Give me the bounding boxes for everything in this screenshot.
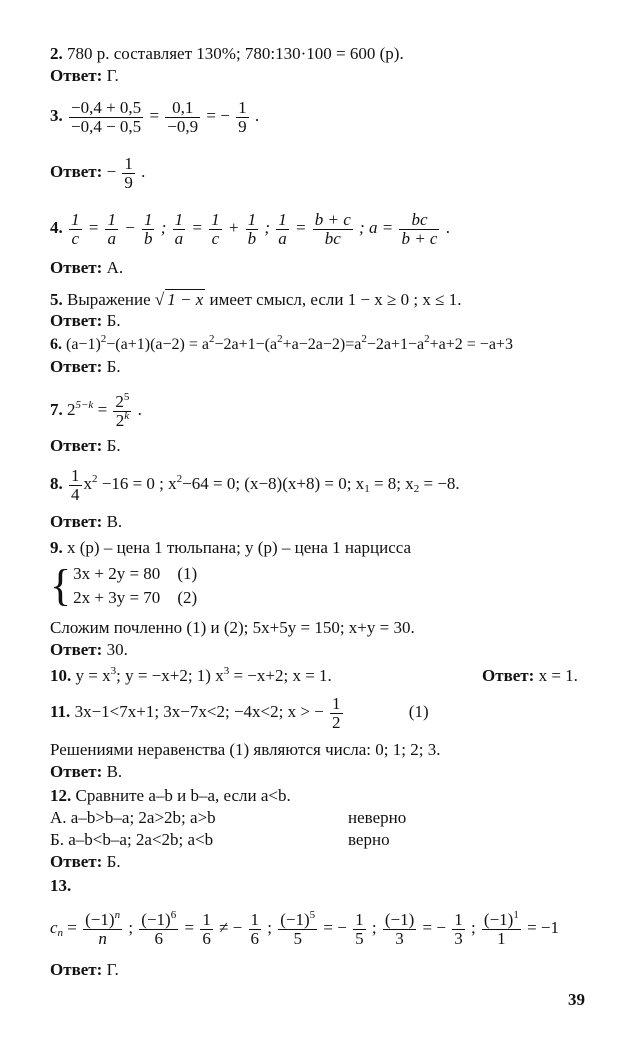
- problem-11-number: 11.: [50, 702, 71, 721]
- problem-7-number: 7.: [50, 400, 63, 419]
- option-a-verdict: неверно: [348, 808, 407, 827]
- equation-system: { 3x + 2y = 80 (1) 2x + 3y = 70 (2): [50, 561, 198, 610]
- answer-label: Ответ:: [482, 666, 535, 685]
- fraction: $\frac{0,1}{-0,9}$: [167, 97, 199, 136]
- answer-value: Г.: [106, 66, 119, 85]
- problem-10-number: 10.: [50, 666, 72, 685]
- page-number: 39: [568, 990, 585, 1009]
- problem-11-solutions: Решениями неравенства (1) являются числа: 0; 1; 2; 3.: [50, 740, 441, 759]
- problem-11-answer: Ответ: В.: [50, 762, 123, 781]
- problem-9-sum: Сложим почленно (1) и (2); 5x+5y = 150; x+y = 30.: [50, 618, 415, 637]
- brace-icon: {: [50, 561, 72, 610]
- problem-2-answer: [50, 66, 119, 86]
- problem-6-number: 6.: [50, 336, 62, 353]
- problem-8: 8. $\frac{1}{4}$ $x^2 -16 = 0$ ; $x^2-64 = 0$; (x−8)(x+8) = 0; $x_1 = 8$; $x_2 = -8$.: [50, 465, 460, 504]
- fraction: $\frac{2^5}{2^k}$: [115, 390, 130, 430]
- problem-6-answer: Ответ: Б.: [50, 357, 121, 376]
- problem-8-answer: Ответ: В.: [50, 512, 123, 531]
- problem-13: [50, 876, 71, 896]
- fraction: $\frac{1}{9}$: [238, 97, 247, 136]
- answer-label: Ответ:: [50, 162, 103, 181]
- problem-4-number: 4.: [50, 218, 63, 237]
- problem-3: 3. $\frac{-0,4 + 0,5}{-0,4 - 0,5}$ = $\frac{0,1}{-0,9}$ = − $\frac{1}{9}$ .: [50, 97, 260, 136]
- answer-label: Ответ:: [50, 640, 103, 659]
- problem-13-number: 13.: [50, 876, 72, 895]
- problem-12-answer: Ответ: Б.: [50, 852, 121, 871]
- problem-3-number: 3.: [50, 106, 63, 125]
- answer-label: Ответ:: [50, 852, 103, 871]
- problem-9-number: 9.: [50, 538, 63, 557]
- answer-label: Ответ:: [50, 258, 103, 277]
- answer-label: Ответ:: [50, 762, 103, 781]
- problem-4-answer: Ответ: А.: [50, 258, 124, 277]
- problem-2-number: 2.: [50, 44, 63, 63]
- problem-6: 6. $(a-1)^2-(a+1)(a-2) = a^2-2a+1-(a^2+a-2a-2)=a^2-2a+1-a^2+a+2 = -a+3$: [50, 333, 513, 353]
- problem-13-answer: Ответ: Г.: [50, 960, 119, 979]
- problem-12: 12. Сравните a–b и b–a, если a<b.: [50, 786, 291, 805]
- problem-10-answer: Ответ: x = 1.: [482, 666, 578, 685]
- fraction: $\frac{-0,4 + 0,5}{-0,4 - 0,5}$: [71, 97, 142, 136]
- fraction: $\frac{1}{2}$: [332, 693, 341, 732]
- fraction: $\frac{1}{9}$: [124, 153, 133, 192]
- answer-label: Ответ:: [50, 66, 103, 85]
- option-a: А. a–b>b–a; 2a>2b; a>b: [50, 808, 216, 827]
- answer-label: Ответ:: [50, 357, 103, 376]
- problem-9-answer: Ответ: 30.: [50, 640, 128, 659]
- problem-5-number: 5.: [50, 290, 63, 309]
- answer-label: Ответ:: [50, 512, 103, 531]
- radical: 1 − x: [167, 290, 204, 309]
- problem-5-answer: Ответ: Б.: [50, 311, 121, 330]
- option-b: Б. a–b<b–a; 2a<2b; a<b: [50, 830, 214, 849]
- fraction: $\frac{1}{4}$: [71, 465, 80, 504]
- problem-10: 10. $y = x^3$; y = −x+2; 1) $x^3 = -x+2$; x = 1.: [50, 665, 332, 685]
- problem-11: 11. 3x−1<7x+1; 3x−7x<2; −4x<2; x > − $\frac{1}{2}$ (1): [50, 693, 429, 732]
- problem-8-number: 8.: [50, 474, 63, 493]
- problem-4: 4. $\frac{1}{c}$ = $\frac{1}{a}$ − $\frac{1}{b}$ ; $\frac{1}{a}$ = $\frac{1}{c}$ + $\frac{1}{b}$ ; $\frac{1}{a}$ = $\frac{b + c}{bc}$ ; a = $\frac{bc}{b + c}$ .: [50, 209, 450, 248]
- problem-5: 5. Выражение √ 1 − x имеет смысл, если 1 − x ≥ 0 ; x ≤ 1.: [50, 290, 462, 309]
- problem-12-number: 12.: [50, 786, 72, 805]
- answer-label: Ответ:: [50, 436, 103, 455]
- option-b-verdict: верно: [348, 830, 390, 849]
- problem-2: [50, 44, 404, 64]
- problem-9: 9. x (р) – цена 1 тюльпана; y (р) – цена 1 нарцисса: [50, 538, 412, 557]
- problem-3-answer: Ответ: − $\frac{1}{9}$ .: [50, 153, 146, 192]
- problem-2-text: 780 р. составляет 130%; 780:130·100 = 600 (р).: [67, 44, 404, 63]
- problem-13-formula: $c_n$ = $\frac{(-1)^n}{n}$ ; $\frac{(-1)^6}{6}$ = $\frac{1}{6}$ ≠ − $\frac{1}{6}$ ; $\frac{(-1)^5}{5}$ = − $\frac{1}{5}$ ; $\frac{(-1)}{3}$ = − $\frac{1}{3}$ ; $\frac{(-1)^1}{1}$ = −1: [50, 908, 560, 948]
- problem-7: 7. $2^{5-k}$ = $\frac{2^5}{2^k}$ .: [50, 390, 142, 430]
- problem-7-answer: Ответ: Б.: [50, 436, 121, 455]
- answer-label: Ответ:: [50, 960, 103, 979]
- answer-label: Ответ:: [50, 311, 103, 330]
